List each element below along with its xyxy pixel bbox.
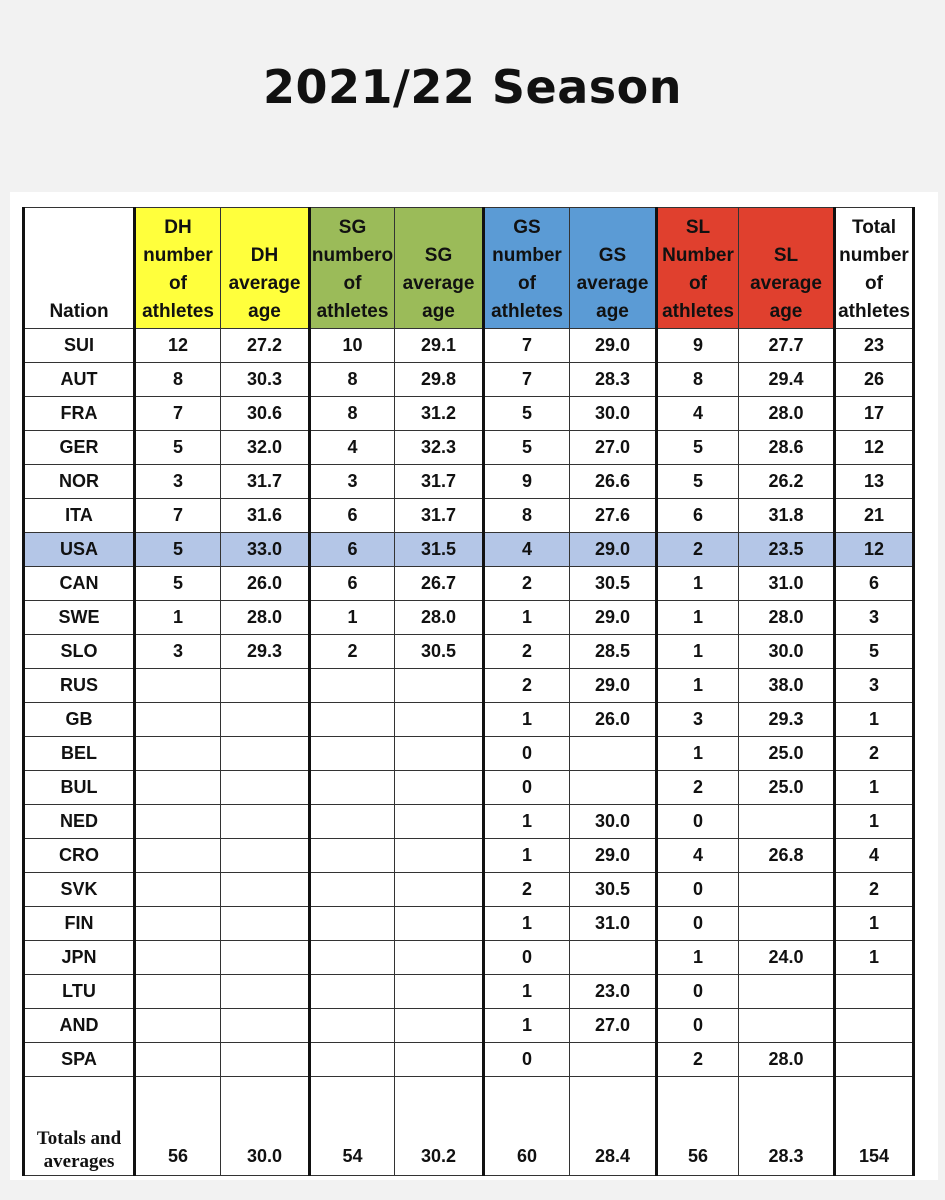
cell-sl-number: 0: [657, 1009, 739, 1043]
cell-gs-age: 31.0: [570, 907, 657, 941]
total-dh-number: 56: [135, 1077, 221, 1176]
cell-dh-age: 32.0: [221, 431, 310, 465]
cell-sg-number: [310, 975, 395, 1009]
cell-sg-number: [310, 1043, 395, 1077]
cell-dh-age: [221, 771, 310, 805]
cell-gs-age: [570, 771, 657, 805]
total-gs-age: 28.4: [570, 1077, 657, 1176]
cell-dh-number: 3: [135, 635, 221, 669]
table-sheet: [10, 192, 938, 1180]
cell-sg-number: 1: [310, 601, 395, 635]
cell-nation: SLO: [24, 635, 135, 669]
cell-sl-number: 2: [657, 533, 739, 567]
cell-total: [835, 975, 914, 1009]
cell-sg-age: 29.8: [395, 363, 484, 397]
cell-nation: JPN: [24, 941, 135, 975]
cell-sg-age: [395, 1009, 484, 1043]
cell-dh-age: [221, 1043, 310, 1077]
cell-dh-number: [135, 703, 221, 737]
header-sl-age: SL average age: [739, 208, 835, 329]
cell-sg-age: 26.7: [395, 567, 484, 601]
total-sg-age: 30.2: [395, 1077, 484, 1176]
cell-gs-age: [570, 941, 657, 975]
cell-nation: BUL: [24, 771, 135, 805]
cell-nation: AND: [24, 1009, 135, 1043]
table-row: [24, 669, 914, 703]
cell-nation: GER: [24, 431, 135, 465]
cell-gs-number: 4: [484, 533, 570, 567]
cell-gs-number: 1: [484, 805, 570, 839]
cell-total: 26: [835, 363, 914, 397]
cell-total: 1: [835, 703, 914, 737]
cell-gs-number: 0: [484, 941, 570, 975]
cell-dh-age: 33.0: [221, 533, 310, 567]
table-row: [24, 465, 914, 499]
cell-sl-number: 3: [657, 703, 739, 737]
cell-dh-age: [221, 873, 310, 907]
cell-sg-number: 6: [310, 533, 395, 567]
cell-gs-number: 5: [484, 397, 570, 431]
cell-nation: CRO: [24, 839, 135, 873]
cell-dh-number: 5: [135, 567, 221, 601]
cell-sl-number: 1: [657, 669, 739, 703]
header-gs-age: GS average age: [570, 208, 657, 329]
cell-gs-age: 29.0: [570, 329, 657, 363]
cell-nation: SVK: [24, 873, 135, 907]
table-row: [24, 363, 914, 397]
header-total: Total number of athletes: [835, 208, 914, 329]
table-row: [24, 567, 914, 601]
cell-gs-number: 1: [484, 703, 570, 737]
cell-dh-age: 26.0: [221, 567, 310, 601]
cell-nation: AUT: [24, 363, 135, 397]
cell-sg-age: [395, 839, 484, 873]
cell-gs-number: 5: [484, 431, 570, 465]
cell-gs-number: 0: [484, 737, 570, 771]
cell-dh-number: [135, 941, 221, 975]
cell-total: 12: [835, 533, 914, 567]
cell-sg-age: [395, 771, 484, 805]
cell-nation: SPA: [24, 1043, 135, 1077]
cell-sg-age: 29.1: [395, 329, 484, 363]
cell-sl-age: 25.0: [739, 771, 835, 805]
cell-nation: SUI: [24, 329, 135, 363]
cell-sl-number: 6: [657, 499, 739, 533]
totals-row: [24, 1077, 914, 1176]
cell-gs-number: 2: [484, 873, 570, 907]
table-row: [24, 431, 914, 465]
cell-sl-age: 30.0: [739, 635, 835, 669]
table-row: [24, 1043, 914, 1077]
cell-gs-age: 30.5: [570, 873, 657, 907]
cell-sg-age: 30.5: [395, 635, 484, 669]
header-dh-age: DH average age: [221, 208, 310, 329]
cell-dh-age: [221, 703, 310, 737]
cell-sl-age: [739, 873, 835, 907]
cell-sl-number: 2: [657, 1043, 739, 1077]
cell-sl-number: 1: [657, 567, 739, 601]
cell-nation: FRA: [24, 397, 135, 431]
cell-sg-age: [395, 703, 484, 737]
total-gs-number: 60: [484, 1077, 570, 1176]
cell-gs-age: 29.0: [570, 669, 657, 703]
cell-total: 2: [835, 737, 914, 771]
cell-sl-age: 31.0: [739, 567, 835, 601]
cell-gs-number: 1: [484, 839, 570, 873]
cell-sg-number: [310, 771, 395, 805]
cell-gs-age: 30.0: [570, 805, 657, 839]
cell-sl-age: 28.0: [739, 601, 835, 635]
cell-sg-number: [310, 737, 395, 771]
table-row: [24, 397, 914, 431]
cell-total: 12: [835, 431, 914, 465]
cell-gs-age: 30.5: [570, 567, 657, 601]
cell-sg-number: [310, 703, 395, 737]
cell-sg-age: [395, 737, 484, 771]
cell-sl-number: 5: [657, 431, 739, 465]
cell-sl-number: 4: [657, 839, 739, 873]
cell-sg-age: [395, 805, 484, 839]
cell-sl-number: 8: [657, 363, 739, 397]
cell-gs-number: 0: [484, 1043, 570, 1077]
cell-gs-number: 9: [484, 465, 570, 499]
cell-total: 1: [835, 941, 914, 975]
cell-sl-number: 4: [657, 397, 739, 431]
cell-gs-number: 1: [484, 975, 570, 1009]
table-row: [24, 737, 914, 771]
cell-dh-number: 7: [135, 397, 221, 431]
table-row: [24, 907, 914, 941]
cell-total: [835, 1043, 914, 1077]
cell-sl-age: 38.0: [739, 669, 835, 703]
cell-gs-age: 27.6: [570, 499, 657, 533]
cell-sg-number: [310, 669, 395, 703]
cell-gs-number: 1: [484, 907, 570, 941]
cell-gs-age: 30.0: [570, 397, 657, 431]
cell-total: 1: [835, 805, 914, 839]
cell-sg-number: 10: [310, 329, 395, 363]
cell-sg-age: [395, 1043, 484, 1077]
table-body: [24, 329, 914, 1077]
header-row: [24, 208, 914, 329]
total-sl-number: 56: [657, 1077, 739, 1176]
cell-nation: SWE: [24, 601, 135, 635]
cell-gs-age: 29.0: [570, 533, 657, 567]
table-row: [24, 771, 914, 805]
cell-sg-age: 32.3: [395, 431, 484, 465]
cell-sl-age: 29.3: [739, 703, 835, 737]
cell-gs-age: [570, 737, 657, 771]
table-row: [24, 941, 914, 975]
cell-sl-age: 23.5: [739, 533, 835, 567]
cell-nation: LTU: [24, 975, 135, 1009]
cell-sl-number: 5: [657, 465, 739, 499]
cell-sg-number: [310, 839, 395, 873]
cell-nation: CAN: [24, 567, 135, 601]
cell-gs-age: 27.0: [570, 431, 657, 465]
cell-sl-number: 1: [657, 635, 739, 669]
cell-sg-number: 2: [310, 635, 395, 669]
cell-dh-number: 3: [135, 465, 221, 499]
cell-dh-number: 5: [135, 431, 221, 465]
cell-sg-number: [310, 873, 395, 907]
cell-dh-age: 27.2: [221, 329, 310, 363]
cell-dh-number: [135, 907, 221, 941]
cell-sl-number: 2: [657, 771, 739, 805]
cell-sg-age: [395, 873, 484, 907]
cell-gs-number: 0: [484, 771, 570, 805]
total-sg-number: 54: [310, 1077, 395, 1176]
cell-total: 1: [835, 907, 914, 941]
cell-nation: USA: [24, 533, 135, 567]
cell-total: 4: [835, 839, 914, 873]
cell-dh-number: [135, 839, 221, 873]
cell-sl-age: 28.6: [739, 431, 835, 465]
table-row: [24, 635, 914, 669]
cell-dh-age: 30.6: [221, 397, 310, 431]
cell-total: 3: [835, 669, 914, 703]
cell-dh-number: 5: [135, 533, 221, 567]
cell-dh-age: 31.7: [221, 465, 310, 499]
cell-nation: NED: [24, 805, 135, 839]
cell-dh-number: [135, 771, 221, 805]
cell-dh-age: [221, 805, 310, 839]
cell-sg-number: 6: [310, 499, 395, 533]
cell-sg-number: 4: [310, 431, 395, 465]
cell-sl-age: 27.7: [739, 329, 835, 363]
table-row: [24, 601, 914, 635]
cell-sg-number: [310, 941, 395, 975]
cell-nation: ITA: [24, 499, 135, 533]
totals-label: Totals and averages: [24, 1077, 135, 1176]
cell-sg-age: [395, 941, 484, 975]
cell-total: 3: [835, 601, 914, 635]
cell-sl-number: 1: [657, 941, 739, 975]
cell-dh-age: [221, 1009, 310, 1043]
table-row: [24, 533, 914, 567]
cell-gs-age: [570, 1043, 657, 1077]
cell-sl-number: 1: [657, 737, 739, 771]
cell-gs-number: 2: [484, 567, 570, 601]
cell-gs-age: 23.0: [570, 975, 657, 1009]
cell-sl-number: 0: [657, 873, 739, 907]
cell-sg-number: [310, 907, 395, 941]
cell-sl-number: 9: [657, 329, 739, 363]
cell-dh-age: [221, 975, 310, 1009]
cell-sg-age: [395, 669, 484, 703]
cell-nation: RUS: [24, 669, 135, 703]
cell-sl-age: 25.0: [739, 737, 835, 771]
cell-gs-number: 8: [484, 499, 570, 533]
cell-dh-number: [135, 975, 221, 1009]
cell-total: 6: [835, 567, 914, 601]
cell-dh-age: [221, 907, 310, 941]
cell-nation: BEL: [24, 737, 135, 771]
cell-total: 23: [835, 329, 914, 363]
cell-nation: NOR: [24, 465, 135, 499]
cell-sl-number: 0: [657, 975, 739, 1009]
header-nation: Nation: [24, 208, 135, 329]
cell-gs-number: 1: [484, 1009, 570, 1043]
cell-dh-age: 29.3: [221, 635, 310, 669]
cell-dh-number: [135, 805, 221, 839]
cell-sl-number: 1: [657, 601, 739, 635]
header-sg-number: SG numbero of athletes: [310, 208, 395, 329]
cell-gs-age: 26.6: [570, 465, 657, 499]
cell-gs-age: 28.5: [570, 635, 657, 669]
cell-dh-number: 1: [135, 601, 221, 635]
cell-total: 17: [835, 397, 914, 431]
cell-sl-age: 31.8: [739, 499, 835, 533]
cell-sl-age: 28.0: [739, 1043, 835, 1077]
cell-dh-age: [221, 669, 310, 703]
cell-sg-age: [395, 907, 484, 941]
cell-gs-age: 27.0: [570, 1009, 657, 1043]
cell-dh-age: [221, 737, 310, 771]
cell-sl-age: [739, 907, 835, 941]
cell-dh-number: 8: [135, 363, 221, 397]
cell-sl-age: 24.0: [739, 941, 835, 975]
table-row: [24, 975, 914, 1009]
cell-sg-number: 8: [310, 397, 395, 431]
table-row: [24, 703, 914, 737]
header-sl-number: SL Number of athletes: [657, 208, 739, 329]
season-stats-table: [22, 207, 915, 1176]
cell-total: 13: [835, 465, 914, 499]
cell-dh-number: [135, 873, 221, 907]
cell-sg-age: 31.5: [395, 533, 484, 567]
cell-gs-number: 2: [484, 669, 570, 703]
cell-dh-number: 7: [135, 499, 221, 533]
cell-sl-age: 26.2: [739, 465, 835, 499]
cell-nation: FIN: [24, 907, 135, 941]
cell-sl-age: [739, 1009, 835, 1043]
cell-gs-number: 2: [484, 635, 570, 669]
header-sg-age: SG average age: [395, 208, 484, 329]
cell-total: 2: [835, 873, 914, 907]
table-row: [24, 499, 914, 533]
table-row: [24, 805, 914, 839]
cell-sg-number: 8: [310, 363, 395, 397]
cell-total: 1: [835, 771, 914, 805]
cell-dh-age: 28.0: [221, 601, 310, 635]
cell-sl-number: 0: [657, 805, 739, 839]
table-row: [24, 1009, 914, 1043]
cell-sl-age: [739, 975, 835, 1009]
cell-dh-number: [135, 737, 221, 771]
table-row: [24, 839, 914, 873]
cell-total: 5: [835, 635, 914, 669]
cell-gs-age: 26.0: [570, 703, 657, 737]
cell-sg-number: 3: [310, 465, 395, 499]
total-athletes: 154: [835, 1077, 914, 1176]
total-sl-age: 28.3: [739, 1077, 835, 1176]
cell-total: 21: [835, 499, 914, 533]
cell-gs-age: 29.0: [570, 839, 657, 873]
header-gs-number: GS number of athletes: [484, 208, 570, 329]
cell-gs-age: 29.0: [570, 601, 657, 635]
cell-sg-age: 28.0: [395, 601, 484, 635]
cell-dh-number: [135, 1009, 221, 1043]
cell-gs-number: 7: [484, 329, 570, 363]
cell-dh-number: 12: [135, 329, 221, 363]
cell-gs-number: 7: [484, 363, 570, 397]
cell-dh-age: [221, 839, 310, 873]
cell-sg-age: 31.7: [395, 499, 484, 533]
cell-dh-number: [135, 669, 221, 703]
cell-dh-age: [221, 941, 310, 975]
cell-dh-age: 30.3: [221, 363, 310, 397]
cell-sg-age: 31.2: [395, 397, 484, 431]
cell-sl-age: [739, 805, 835, 839]
cell-gs-number: 1: [484, 601, 570, 635]
cell-dh-number: [135, 1043, 221, 1077]
cell-sg-number: 6: [310, 567, 395, 601]
total-dh-age: 30.0: [221, 1077, 310, 1176]
cell-sg-age: 31.7: [395, 465, 484, 499]
table-row: [24, 329, 914, 363]
header-dh-number: DH number of athletes: [135, 208, 221, 329]
cell-sl-age: 28.0: [739, 397, 835, 431]
cell-nation: GB: [24, 703, 135, 737]
table-row: [24, 873, 914, 907]
page-title: 2021/22 Season: [263, 60, 682, 114]
cell-sg-number: [310, 1009, 395, 1043]
cell-total: [835, 1009, 914, 1043]
cell-sl-age: 26.8: [739, 839, 835, 873]
cell-sg-number: [310, 805, 395, 839]
cell-sg-age: [395, 975, 484, 1009]
cell-sl-age: 29.4: [739, 363, 835, 397]
cell-dh-age: 31.6: [221, 499, 310, 533]
cell-sl-number: 0: [657, 907, 739, 941]
cell-gs-age: 28.3: [570, 363, 657, 397]
